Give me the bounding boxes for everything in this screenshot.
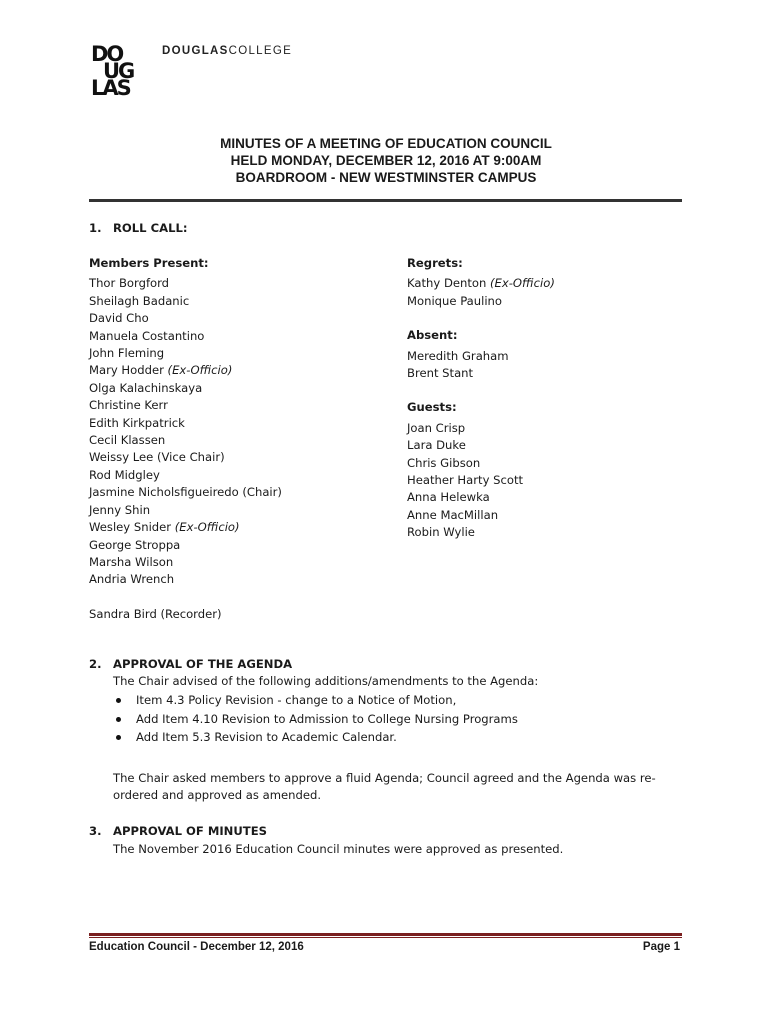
douglas-college-wordmark bbox=[162, 45, 292, 57]
spacer bbox=[89, 589, 282, 606]
minutes-approval-text: The November 2016 Education Council minutes were approved as presented. bbox=[113, 842, 564, 856]
list-item bbox=[89, 415, 282, 432]
footer-divider-thin bbox=[89, 937, 682, 938]
list-item bbox=[89, 449, 282, 466]
spacer bbox=[407, 382, 555, 399]
person-name: Marsha Wilson bbox=[89, 554, 174, 569]
section-number: 2. bbox=[89, 657, 102, 671]
footer-meeting-label: Education Council - December 12, 2016 bbox=[89, 941, 304, 953]
list-item: Anna Helewka bbox=[407, 490, 490, 505]
person-role: (Ex-Officio) bbox=[167, 363, 233, 378]
list-item: Meredith Graham bbox=[407, 348, 509, 363]
list-item bbox=[89, 432, 282, 449]
spacer bbox=[407, 310, 555, 327]
title-divider bbox=[89, 199, 682, 202]
footer-divider bbox=[89, 933, 682, 936]
list-item bbox=[407, 275, 555, 292]
guests-heading: Guests: bbox=[407, 400, 457, 415]
list-item bbox=[89, 310, 282, 327]
person-name: George Stroppa bbox=[89, 537, 181, 552]
person-name: Rod Midgley bbox=[89, 467, 160, 482]
person-name: Christine Kerr bbox=[89, 398, 168, 413]
list-item: Anne MacMillan bbox=[407, 507, 499, 522]
list-item bbox=[89, 380, 282, 397]
list-item bbox=[89, 397, 282, 414]
title-line-2: HELD MONDAY, DECEMBER 12, 2016 AT 9:00AM bbox=[230, 153, 542, 168]
section-heading-roll-call bbox=[89, 220, 188, 237]
section-heading-text: APPROVAL OF THE AGENDA bbox=[113, 657, 293, 671]
footer-page-number: Page 1 bbox=[642, 941, 680, 953]
logo-mark-line: UG bbox=[103, 59, 134, 83]
list-item bbox=[89, 484, 282, 501]
absent-list bbox=[407, 348, 555, 383]
regrets-heading: Regrets: bbox=[407, 256, 463, 270]
list-item: Add Item 5.3 Revision to Academic Calendar. bbox=[113, 728, 518, 747]
person-name: John Fleming bbox=[89, 346, 165, 361]
person-name: Andria Wrench bbox=[89, 572, 175, 587]
agenda-closing: The Chair asked members to approve a fluid Agenda; Council agreed and the Agenda was re-ordered and approved as amended. bbox=[113, 771, 656, 803]
person-name: Manuela Costantino bbox=[89, 328, 205, 343]
person-role: (Ex-Officio) bbox=[174, 520, 240, 535]
list-item: Robin Wylie bbox=[407, 525, 475, 540]
section-heading-text: ROLL CALL: bbox=[113, 221, 188, 235]
logo-mark-line: LAS bbox=[91, 76, 130, 100]
person-name: Edith Kirkpatrick bbox=[89, 415, 185, 430]
agenda-intro: The Chair advised of the following additions/amendments to the Agenda: bbox=[113, 674, 539, 688]
list-item bbox=[89, 537, 282, 554]
person-name: Kathy Denton bbox=[407, 276, 491, 291]
agenda-bullet-list bbox=[113, 691, 518, 747]
absent-heading: Absent: bbox=[407, 328, 458, 343]
list-item: Joan Crisp bbox=[407, 420, 466, 435]
person-name: David Cho bbox=[89, 311, 149, 326]
list-item bbox=[89, 328, 282, 345]
section-heading-approval-minutes bbox=[89, 823, 267, 840]
wordmark-rest: COLLEGE bbox=[228, 45, 293, 57]
person-name: Jenny Shin bbox=[89, 502, 151, 517]
list-item: Add Item 4.10 Revision to Admission to College Nursing Programs bbox=[113, 710, 518, 729]
list-item bbox=[89, 467, 282, 484]
douglas-logo-mark bbox=[91, 42, 145, 102]
section-heading-approval-agenda bbox=[89, 656, 292, 673]
list-item: Chris Gibson bbox=[407, 455, 481, 470]
list-item bbox=[89, 554, 282, 571]
list-item bbox=[89, 293, 282, 310]
section-heading-text: APPROVAL OF MINUTES bbox=[113, 824, 267, 838]
list-item bbox=[89, 362, 282, 379]
regrets-list bbox=[407, 275, 555, 310]
title-line-1: MINUTES OF A MEETING OF EDUCATION COUNCIL bbox=[220, 136, 552, 151]
person-name: Wesley Snider bbox=[89, 520, 175, 535]
person-role: (Ex-Officio) bbox=[490, 276, 555, 291]
list-item: Item 4.3 Policy Revision - change to a Notice of Motion, bbox=[113, 691, 518, 710]
list-item bbox=[89, 275, 282, 292]
person-name: Jasmine Nicholsfigueiredo (Chair) bbox=[89, 485, 282, 500]
list-item: Heather Harty Scott bbox=[407, 473, 524, 488]
section-number: 3. bbox=[89, 824, 102, 838]
person-name: Sheilagh Badanic bbox=[89, 293, 190, 308]
list-item bbox=[89, 345, 282, 362]
guests-list bbox=[407, 420, 555, 542]
person-name: Weissy Lee (Vice Chair) bbox=[89, 450, 225, 465]
list-item bbox=[89, 571, 282, 588]
members-present-column bbox=[89, 255, 282, 623]
title-line-3: BOARDROOM - NEW WESTMINSTER CAMPUS bbox=[235, 170, 537, 185]
recorder-name: Sandra Bird (Recorder) bbox=[89, 606, 222, 621]
document-title bbox=[90, 135, 682, 186]
list-item: Lara Duke bbox=[407, 438, 466, 453]
person-name: Thor Borgford bbox=[89, 276, 170, 291]
person-name: Monique Paulino bbox=[407, 293, 502, 308]
person-name: Olga Kalachinskaya bbox=[89, 380, 203, 395]
list-item bbox=[89, 519, 282, 536]
person-name: Mary Hodder bbox=[89, 363, 168, 378]
list-item bbox=[89, 502, 282, 519]
regrets-absent-guests-column bbox=[407, 255, 555, 542]
wordmark-bold: DOUGLAS bbox=[162, 45, 229, 57]
person-name: Cecil Klassen bbox=[89, 433, 166, 448]
members-list bbox=[89, 275, 282, 588]
section-number: 1. bbox=[89, 221, 102, 235]
list-item bbox=[407, 293, 555, 310]
list-item: Brent Stant bbox=[407, 366, 474, 381]
members-present-heading: Members Present: bbox=[89, 256, 209, 270]
logo-mark-line: DO bbox=[91, 42, 123, 66]
